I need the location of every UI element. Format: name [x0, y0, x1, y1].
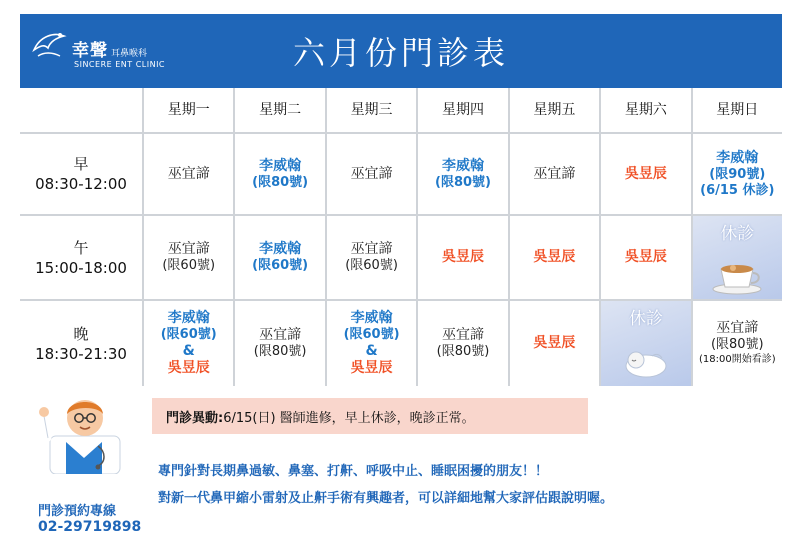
schedule-cell: [418, 301, 507, 386]
doctor-entry: 吳昱辰: [533, 249, 576, 265]
doctor-entry: 吳昱辰: [441, 249, 484, 265]
waving-doctor-icon: [36, 386, 136, 474]
day-header: 星期四: [418, 88, 507, 132]
schedule-cell: [510, 134, 599, 214]
doctor-entry: 李威翰: [259, 157, 302, 174]
session-name: 晚: [73, 324, 89, 343]
doctor-illustration: [36, 386, 136, 478]
promo-message-2: 對新一代鼻甲縮小雷射及止鼾手術有興趣者，可以詳細地幫大家評估跟說明喔。: [158, 491, 614, 506]
schedule-cell: [693, 301, 782, 386]
doctor-entry: (限60號): [160, 327, 217, 342]
schedule-cell: [327, 134, 416, 214]
doctor-entry: 李威翰: [259, 241, 302, 257]
doctor-entry: 李威翰: [441, 157, 484, 174]
doctor-entry: 巫宜諦: [441, 327, 484, 343]
doctor-entry: (限80號): [253, 344, 307, 359]
schedule-cell: [418, 216, 507, 299]
session-name: 午: [73, 238, 89, 257]
closed-cell: [693, 216, 782, 299]
schedule-cell: [418, 134, 507, 214]
schedule-cell: [601, 216, 690, 299]
schedule-cell: [235, 134, 324, 214]
doctor-entry: (限90號): [709, 166, 766, 182]
doctor-entry: (限60號): [343, 327, 400, 342]
schedule-cell: [693, 134, 782, 214]
day-header: 星期六: [601, 88, 690, 132]
day-header: 星期日: [693, 88, 782, 132]
notice-label: 門診異動:: [166, 410, 224, 426]
doctor-entry: 李威翰: [167, 310, 210, 326]
teacup-icon: [707, 255, 767, 295]
day-header: 星期五: [510, 88, 599, 132]
doctor-entry: &: [365, 343, 378, 359]
session-hours: 18:30-21:30: [35, 344, 127, 363]
schedule-cell: [510, 301, 599, 386]
doctor-entry: 巫宜諦: [716, 320, 759, 336]
schedule-cell: [327, 301, 416, 386]
day-header: 星期三: [327, 88, 416, 132]
logo-chinese: 幸聲 耳鼻喉科: [72, 41, 148, 61]
session-time-cell: [20, 216, 142, 299]
logo-english: SINCERE ENT CLINIC: [74, 60, 166, 69]
schedule-cell: [327, 216, 416, 299]
header-banner: [20, 14, 782, 88]
session-hours: 08:30-12:00: [35, 175, 127, 193]
day-header: 星期二: [235, 88, 324, 132]
notice-banner: [152, 398, 588, 434]
doctor-entry: (限80號): [252, 174, 309, 190]
closed-label: 休診: [720, 224, 755, 244]
session-name: 早: [73, 155, 89, 173]
doctor-entry: 巫宜諦: [259, 327, 302, 343]
table-corner: [20, 88, 142, 132]
day-header: 星期一: [144, 88, 233, 132]
doctor-entry: (18:00開始看診): [698, 354, 776, 365]
doctor-entry: 巫宜諦: [350, 241, 393, 257]
doctor-entry: 吳昱辰: [624, 249, 667, 265]
doctor-entry: 李威翰: [350, 310, 393, 326]
schedule-cell: [144, 134, 233, 214]
sleeping-baby-icon: [616, 342, 676, 382]
page-title: 六月份門診表: [292, 34, 509, 72]
schedule-cell: [144, 301, 233, 386]
doctor-entry: (限80號): [436, 344, 490, 359]
doctor-entry: 吳昱辰: [350, 360, 393, 376]
closed-cell: [601, 301, 690, 386]
doctor-entry: (限80號): [435, 174, 491, 190]
doctor-entry: 吳昱辰: [624, 165, 667, 182]
doctor-entry: 巫宜諦: [167, 165, 210, 182]
closed-label: 休診: [628, 309, 663, 329]
doctor-entry: &: [182, 343, 195, 359]
session-hours: 15:00-18:00: [35, 258, 127, 277]
promo-message-1: 專門針對長期鼻過敏、鼻塞、打鼾、呼吸中止、睡眠困擾的朋友！！: [158, 464, 549, 479]
phone-label: 門診預約專線: [38, 504, 117, 519]
doctor-entry: 巫宜諦: [167, 241, 210, 257]
doctor-entry: 李威翰: [716, 149, 759, 166]
doctor-entry: (限60號): [345, 258, 398, 273]
schedule-cell: [235, 301, 324, 386]
schedule-cell: [235, 216, 324, 299]
schedule-cell: [601, 134, 690, 214]
doctor-entry: 巫宜諦: [533, 165, 576, 182]
doctor-entry: 吳昱辰: [167, 360, 210, 376]
doctor-entry: (限60號): [252, 258, 309, 273]
session-time-cell: [20, 134, 142, 214]
doctor-entry: 吳昱辰: [533, 335, 576, 351]
session-time-cell: [20, 301, 142, 386]
doctor-entry: (限80號): [710, 337, 764, 352]
doctor-entry: 巫宜諦: [350, 165, 393, 182]
doctor-entry: (6/15 休診): [700, 182, 775, 198]
schedule-table: [20, 88, 782, 386]
schedule-cell: [510, 216, 599, 299]
notice-text: 6/15(日) 醫師進修，早上休診，晚診正常。: [223, 410, 475, 426]
doctor-entry: (限60號): [162, 258, 216, 273]
phone-number[interactable]: 02-29719898: [38, 519, 142, 535]
schedule-cell: [144, 216, 233, 299]
